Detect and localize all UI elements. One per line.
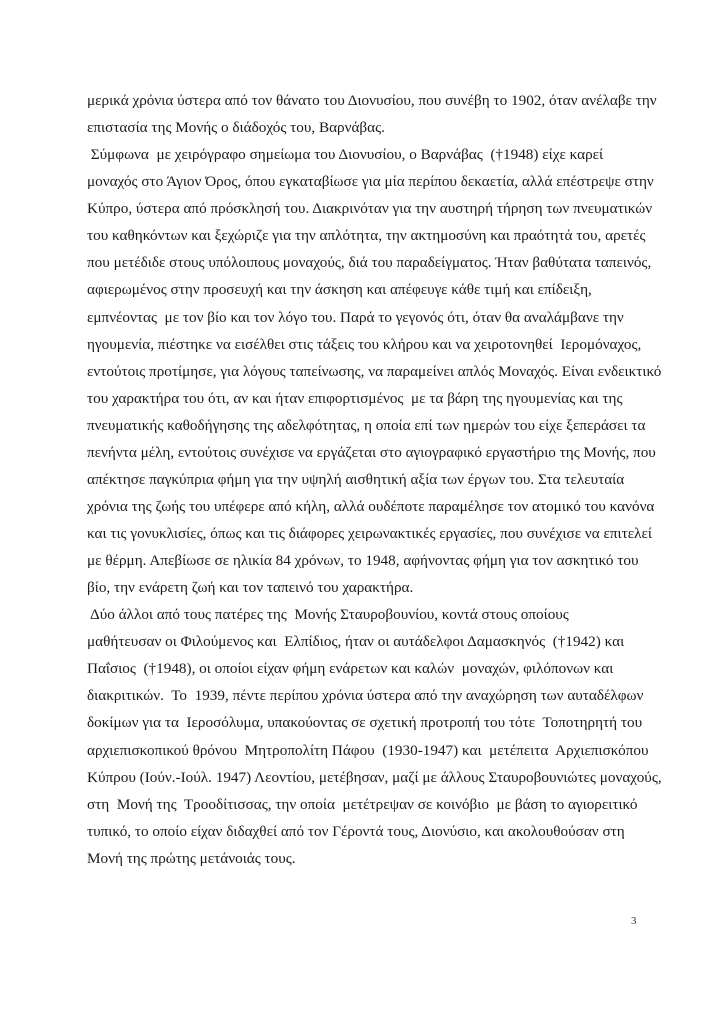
text-line: αρχιεπισκοπικού θρόνου Μητροπολίτη Πάφου (1930-1947) και μετέπειτα Αρχιεπισκόπου xyxy=(87,741,649,759)
text-line: διακριτικών. Το 1939, πέντε περίπου χρόνια ύστερα από την αναχώρηση των αυταδέλφων xyxy=(87,687,644,705)
text-line: εμπνέοντας με τον βίο και τον λόγο του. Παρά το γεγονός ότι, όταν θα αναλάμβανε την xyxy=(87,308,624,326)
text-line: χρόνια της ζωής του υπέφερε από κήλη, αλλά ουδέποτε παραμέλησε τον ατομικό του κανόνα xyxy=(87,497,655,515)
text-line: και τις γονυκλισίες, όπως και τις διάφορες χειρωνακτικές εργασίες, που συνέχισε να επιτελεί xyxy=(87,525,652,542)
text-line: εντούτοις προτίμησε, για λόγους ταπείνωσης, να παραμείνει απλός Μοναχός. Είναι ενδεικτικό xyxy=(87,362,662,380)
text-line: στη Μονή της Τροοδίτισσας, την οποία μετέτρεψαν σε κοινόβιο με βάση το αγιορειτικό xyxy=(87,795,638,813)
text-line: μοναχός στο Άγιον Όρος, όπου εγκαταβίωσε για μία περίπου δεκαετία, αλλά επέστρεψε στην xyxy=(87,173,654,191)
text-line: Κύπρου (Ιούν.-Ιούλ. 1947) Λεοντίου, μετέβησαν, μαζί με άλλους Σταυροβουνιώτες μοναχούς, xyxy=(87,768,662,786)
body-text xyxy=(87,87,662,872)
text-line: με θέρμη. Απεβίωσε σε ηλικία 84 χρόνων, το 1948, αφήνοντας φήμη για τον ασκητικό του xyxy=(87,552,639,570)
text-line: Δύο άλλοι από τους πατέρες της Μονής Σταυροβουνίου, κοντά στους οποίους xyxy=(87,606,569,624)
text-line: μαθήτευσαν οι Φιλούμενος και Ελπίδιος, ήταν οι αυτάδελφοι Δαμασκηνός (†1942) και xyxy=(87,633,625,651)
text-line: Σύμφωνα με χειρόγραφο σημείωμα του Διονυσίου, ο Βαρνάβας (†1948) είχε καρεί xyxy=(87,146,604,164)
text-line: πενήντα μέλη, εντούτοις συνέχισε να εργάζεται στο αγιογραφικό εργαστήριο της Μονής, που xyxy=(87,443,656,461)
text-line: του χαρακτήρα του ότι, αν και ήταν επιφορτισμένος με τα βάρη της ηγουμενίας και της xyxy=(87,389,623,407)
page-number: 3 xyxy=(631,915,637,927)
text-line: βίο, την ενάρετη ζωή και τον ταπεινό του χαρακτήρα. xyxy=(87,579,414,597)
text-line: πνευματικής καθοδήγησης της αδελφότητας, η οποία επί των ημερών του είχε ξεπεράσει τα xyxy=(87,416,646,434)
text-line: δοκίμων για τα Ιεροσόλυμα, υπακούοντας σε σχετική προτροπή του τότε Τοποτηρητή του xyxy=(87,714,643,732)
text-line: Παΐσιος (†1948), οι οποίοι είχαν φήμη ενάρετων και καλών μοναχών, φιλόπονων και xyxy=(87,660,614,678)
text-line: τυπικό, το οποίο είχαν διδαχθεί από τον Γέροντά τους, Διονύσιο, και ακολουθούσαν στη xyxy=(87,822,625,840)
text-line: μερικά χρόνια ύστερα από τον θάνατο του Διονυσίου, που συνέβη το 1902, όταν ανέλαβε την xyxy=(87,92,657,109)
text-line: αφιερωμένος στην προσευχή και την άσκηση και απέφευγε κάθε τιμή και επίδειξη, xyxy=(87,281,592,299)
text-line: ηγουμενία, πιέστηκε να εισέλθει στις τάξεις του κλήρου και να χειροτονηθεί Ιερομόναχος, xyxy=(87,335,642,353)
text-line: του καθηκόντων και ξεχώριζε για την απλότητα, την ακτημοσύνη και πραότητά του, αρετές xyxy=(87,227,646,245)
text-line: Μονή της πρώτης μετάνοιάς τους. xyxy=(87,849,296,867)
text-line: επιστασία της Μονής ο διάδοχός του, Βαρνάβας. xyxy=(87,119,385,137)
text-line: Κύπρο, ύστερα από πρόσκλησή του. Διακρινόταν για την αυστηρή τήρηση των πνευματικών xyxy=(87,200,653,218)
text-line: απέκτησε παγκύπρια φήμη για την υψηλή αισθητική αξία των έργων του. Στα τελευταία xyxy=(87,470,625,488)
text-line: που μετέδιδε στους υπόλοιπους μοναχούς, διά του παραδείγματος. Ήταν βαθύτατα ταπεινός, xyxy=(87,254,652,272)
